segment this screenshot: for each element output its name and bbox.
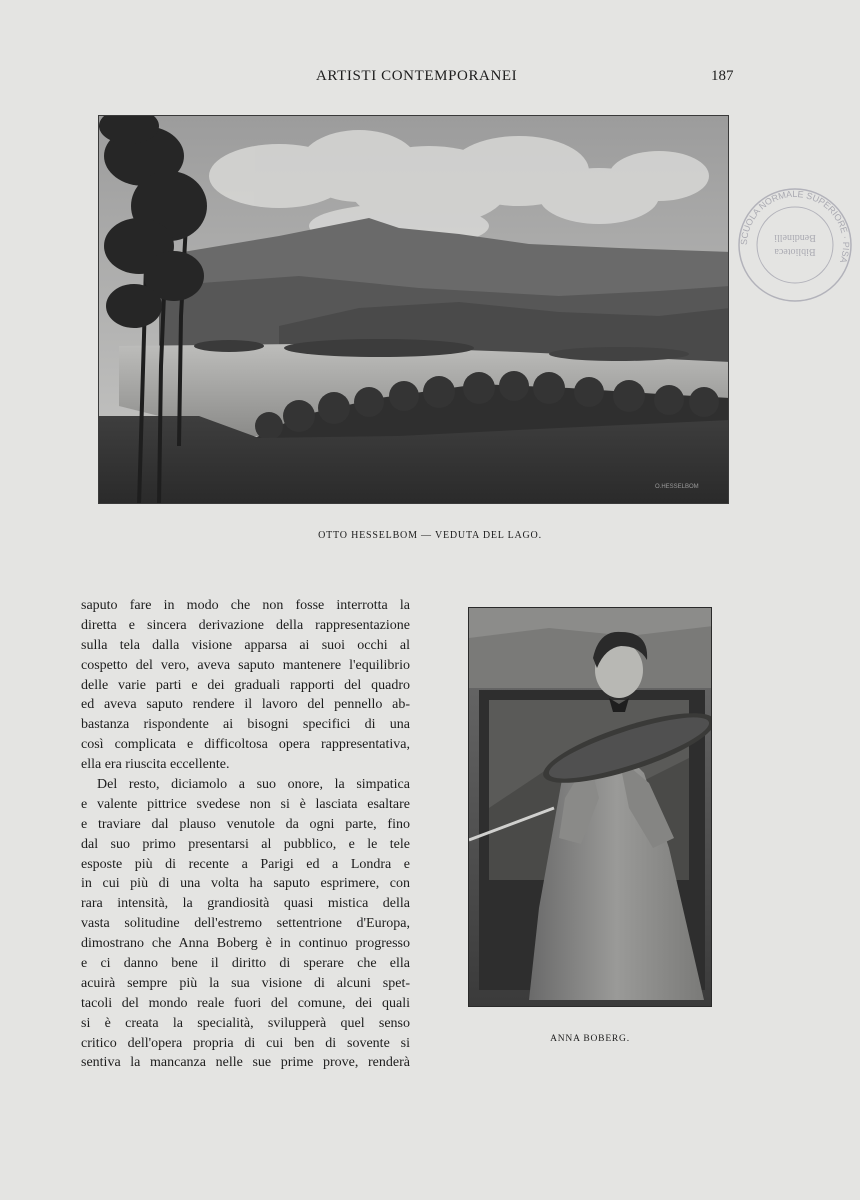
library-stamp <box>735 175 855 315</box>
text-line: bastanza rispondente ai bisogni specifici di una <box>81 717 410 733</box>
text-line: rara intensità, la grandiosità quasi mistica della <box>81 896 410 912</box>
text-line: ella era riuscita eccellente. <box>81 757 230 773</box>
text-line: e ci danno bene il diritto di sperare che ella <box>81 956 410 972</box>
text-line: saputo fare in modo che non fosse interrotta la <box>81 598 410 613</box>
text-line: critico dell'opera propria di cui ben di sovente si <box>81 1035 410 1051</box>
stamp-ring-text: SCUOLA NORMALE SUPERIORE · PISA <box>738 188 852 265</box>
text-line: in cui più di una volta ha saputo esprimere, con <box>81 876 410 892</box>
text-line: e valente pittrice svedese non si è lasciata esaltare <box>81 796 410 812</box>
text-line: ed aveva saputo rendere il lavoro del pennello ab- <box>81 697 410 713</box>
text-line: delle varie parti e dei graduali rapporti del quadro <box>81 677 410 693</box>
text-line: cospetto del vero, aveva saputo mantenere l'equilibrio <box>81 657 410 673</box>
portrait-caption: ANNA BOBERG. <box>550 1034 630 1044</box>
text-line: dal suo primo presentarsi al pubblico, e le tele <box>81 836 410 852</box>
landscape-painting-image <box>98 115 729 504</box>
text-line: e traviare dal plauso venutole da ogni parte, fino <box>81 816 410 832</box>
stamp-center-line-2: Bendinelli <box>774 232 816 243</box>
stamp-center-line-1: Biblioteca <box>774 246 816 257</box>
text-line: si è creata la specialità, svilupperà quel senso <box>81 1015 410 1031</box>
page-number: 187 <box>711 68 734 84</box>
text-line: così complicata e difficoltosa opera rappresentativa, <box>81 737 410 753</box>
text-line: Del resto, diciamolo a suo onore, la simpatica <box>97 777 410 793</box>
text-line: diretta e sincera derivazione della rappresentazione <box>81 617 410 633</box>
landscape-caption: OTTO HESSELBOM — VEDUTA DEL LAGO. <box>318 530 542 541</box>
text-line: tacoli del mondo reale fuori del comune, dei quali <box>81 995 410 1011</box>
text-line: esposte più di recente a Parigi ed a Londra e <box>81 856 410 872</box>
text-line: sentiva la mancanza nelle sue prime prove, renderà <box>81 1055 410 1071</box>
running-title: ARTISTI CONTEMPORANEI <box>316 68 518 84</box>
text-line: vasta solitudine dell'estremo settentrione d'Europa, <box>81 916 410 932</box>
text-line: acuirà sempre più la sua visione di alcuni spet- <box>81 975 410 991</box>
text-line: dimostrano che Anna Boberg è in continuo progresso <box>81 936 410 952</box>
text-line: sulla tela dalla visione apparsa ai suoi occhi al <box>81 637 410 653</box>
portrait-photo-image <box>468 607 712 1007</box>
painting-signature: O.HESSELBOM <box>655 484 699 490</box>
body-text-column <box>81 596 410 1073</box>
